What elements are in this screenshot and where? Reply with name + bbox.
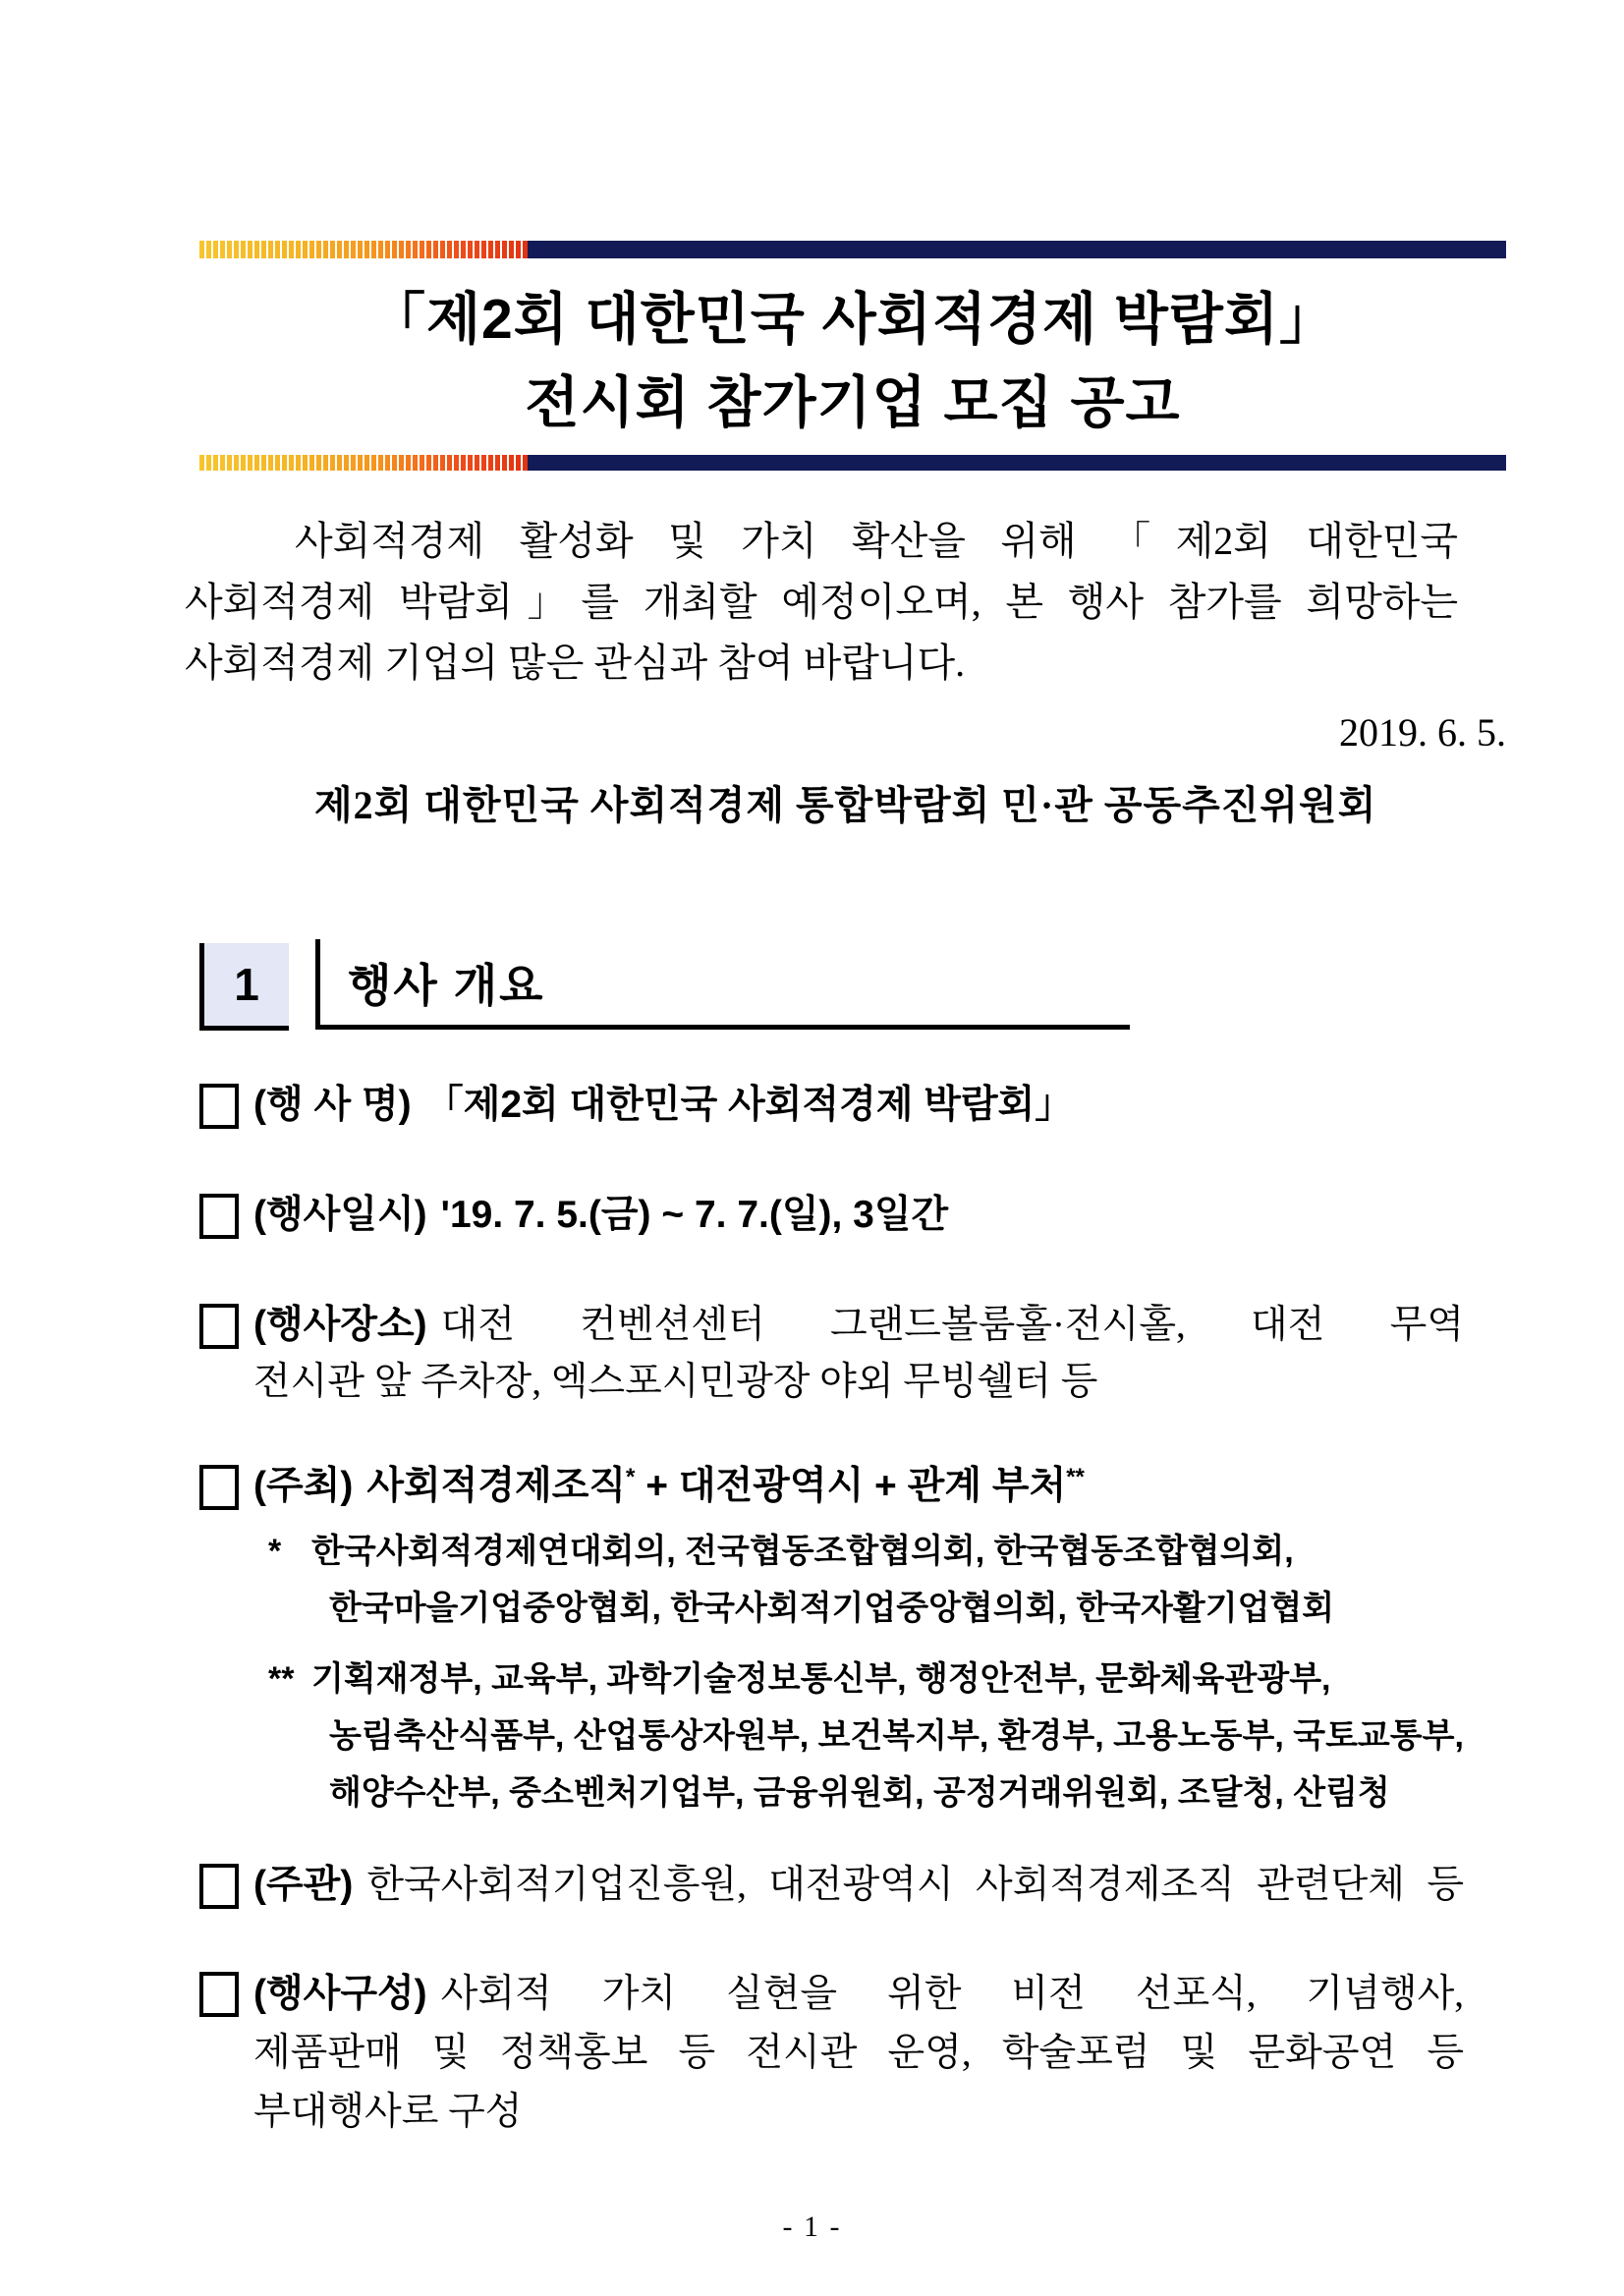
intro-line2: 사회적경제 박람회」를 개최할 예정이오며, 본 행사 참가를 희망하는 (185, 580, 1458, 624)
item-label: (행 사 명) (253, 1084, 412, 1126)
header-bar-top (199, 241, 1506, 258)
footnote-ref-1: * (626, 1464, 636, 1490)
footnote-line2: 농림축산식품부, 산업통상자원부, 보건복지부, 환경부, 고용노동부, 국토교통부, (329, 1717, 1464, 1755)
checkbox-icon (199, 1465, 239, 1510)
footnote-line2: 한국마을기업중앙협회, 한국사회적기업중앙협의회, 한국자활기업협회 (329, 1590, 1335, 1627)
list-item-organizers (199, 1857, 1464, 1914)
checkbox-icon (199, 1084, 239, 1129)
footnote-line3: 해양수산부, 중소벤처기업부, 금융위원회, 공정거래위원회, 조달청, 산림청 (329, 1774, 1390, 1812)
item-list (199, 1077, 1464, 2142)
checkbox-icon (199, 1864, 239, 1909)
footnote-line1: 한국사회적경제연대회의, 전국협동조합협의회, 한국협동조합협의회, (311, 1533, 1294, 1570)
item-label: (주최) (253, 1465, 354, 1507)
item-label: (행사구성) (253, 1973, 427, 2015)
section-number-box: 1 (199, 943, 289, 1031)
document-title (199, 278, 1506, 445)
section-title (315, 939, 1130, 1030)
list-item-event-structure (199, 1965, 1464, 2142)
item-content-part2: + 대전광역시 + 관계 부처 (635, 1465, 1067, 1507)
list-item-event-venue (199, 1297, 1464, 1411)
item-content-line2: 전시관 앞 주차장, 엑스포시민광장 야외 무빙쉘터 등 (253, 1361, 1098, 1403)
section-title-text: 행사 개요 (348, 959, 545, 1011)
header-bar-bottom (199, 455, 1506, 471)
gradient-stripes-decoration (199, 241, 528, 258)
footnote-marker: * (268, 1533, 282, 1570)
document-title-line1: 「제2회 대한민국 사회적경제 박람회」 (368, 288, 1337, 351)
item-label: (주관) (253, 1864, 354, 1906)
intro-line3: 사회적경제 기업의 많은 관심과 참여 바랍니다. (185, 641, 966, 685)
item-content: 한국사회적기업진흥원, 대전광역시 사회적경제조직 관련단체 등 (366, 1864, 1464, 1906)
intro-line1: 사회적경제 활성화 및 가치 확산을 위해 「제2회 대한민국 (295, 519, 1458, 563)
announcement-date: 2019. 6. 5. (1339, 710, 1506, 755)
footnote-line1: 기획재정부, 교육부, 과학기술정보통신부, 행정안전부, 문화체육관광부, (311, 1660, 1331, 1698)
item-content-line1: 사회적 가치 실현을 위한 비전 선포식, 기념행사, (440, 1973, 1464, 2015)
footnote-social-economy-orgs (268, 1523, 1464, 1637)
list-item-event-name (199, 1077, 1464, 1134)
committee-signature: 제2회 대한민국 사회적경제 통합박람회 민·관 공동추진위원회 (314, 783, 1377, 827)
checkbox-icon (199, 1972, 239, 2017)
item-content-line1: 대전 컨벤션센터 그랜드볼룸홀·전시홀, 대전 무역 (440, 1304, 1464, 1346)
list-item-event-date (199, 1187, 1464, 1244)
footnote-ministries (268, 1651, 1464, 1821)
list-item-hosts (199, 1458, 1464, 1515)
checkbox-icon (199, 1304, 239, 1349)
item-label: (행사장소) (253, 1304, 427, 1346)
item-content-line3: 부대행사로 구성 (253, 2091, 523, 2133)
item-content: '19. 7. 5.(금) ~ 7. 7.(일), 3일간 (440, 1194, 949, 1236)
navy-bar-decoration (528, 241, 1506, 258)
footnote-marker: ** (268, 1660, 295, 1698)
footnote-ref-2: ** (1066, 1464, 1085, 1490)
item-content: 「제2회 대한민국 사회적경제 박람회」 (424, 1084, 1074, 1126)
gradient-stripes-decoration (199, 455, 528, 471)
page-number: - 1 - (782, 2211, 842, 2243)
document-title-line2: 전시회 참가기업 모집 공고 (525, 371, 1181, 434)
item-content-line2: 제품판매 및 정책홍보 등 전시관 운영, 학술포럼 및 문화공연 등 (253, 2032, 1464, 2074)
navy-bar-decoration (528, 455, 1506, 471)
intro-paragraph (185, 511, 1458, 694)
checkbox-icon (199, 1194, 239, 1239)
item-content-part1: 사회적경제조직 (366, 1465, 627, 1507)
item-label: (행사일시) (253, 1194, 427, 1236)
